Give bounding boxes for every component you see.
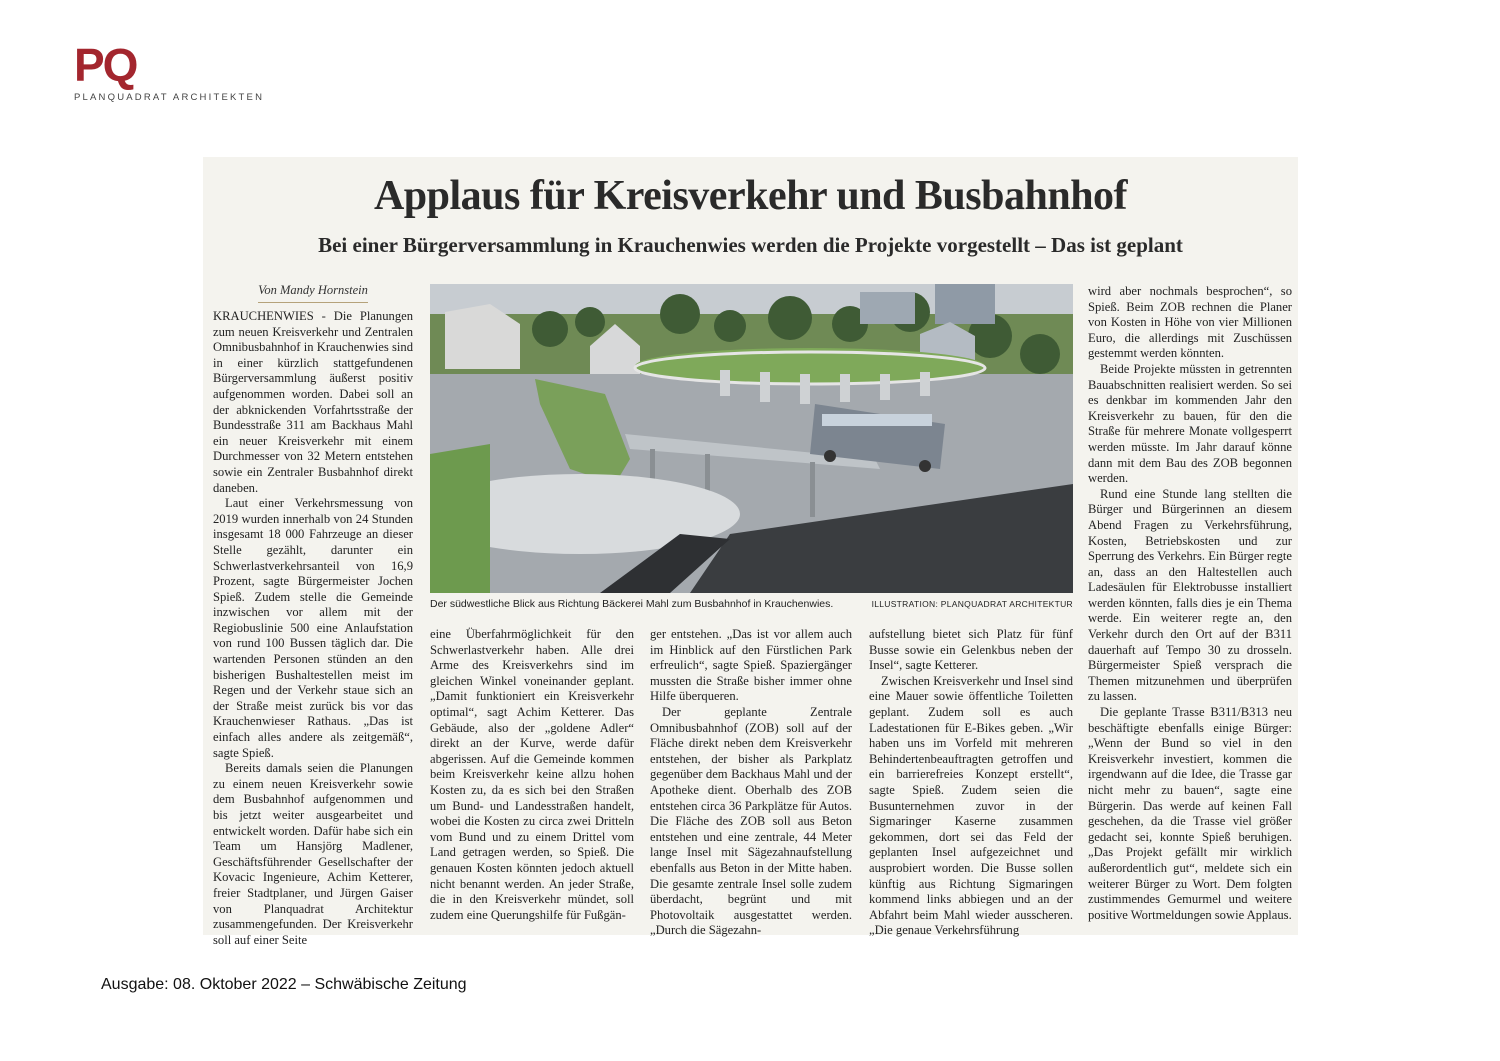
article-paragraph: eine Überfahrmöglichkeit für den Schwerlastverkehr haben. Alle drei Arme des Kreisverkehrs sind im gleichen Winkel voneinander geplant. „Damit funktioniert ein Kreisverkehr optimal“, sagt Achim Ketterer. Das Gebäude, also der „goldene Adler“ direkt an der Kurve, werde dafür abgerissen. Auf die Gemeinde kommen beim Kreisverkehr keine allzu hohen Kosten zu, da es sich bei den Straßen um Bund- und Landesstraßen handelt, wobei die Kosten zu circa zwei Dritteln vom Bund und zu einem Drittel vom Land getragen werden, so Spieß. Die genauen Kosten könnten jedoch aktuell nicht benannt werden. An jeder Straße, die in den Kreisverkehr mündet, soll zudem eine Querungshilfe für Fußgän- (430, 627, 634, 922)
article-paragraph: ger entstehen. „Das ist vor allem auch im Hinblick auf den Fürstlichen Park erfreulich“, sagte Spieß. Spaziergänger mussten die Straße bisher immer ohne Hilfe überqueren. (650, 627, 852, 704)
article-paragraph: Zwischen Kreisverkehr und Insel sind eine Mauer sowie öffentliche Toiletten geplant. Zudem soll es auch Ladestationen für E-Bikes geben. „Wir haben uns im Vorfeld mit mehreren Behindertenbeauftragten getroffen und ein barrierefreies Konzept erstellt“, sagte Spieß. Zudem seien die Busunternehmen zuvor in der Sigmaringer Kaserne zusammen gekommen, dort sei das Feld der geplanten Insel aufgezeichnet und ausprobiert worden. Die Busse sollen künftig aus Richtung Sigmaringen kommend links abbiegen und an der Abfahrt beim Mahl wieder ausscheren. „Die genaue Verkehrsführung (869, 673, 1073, 938)
image-caption (430, 598, 1073, 610)
article-paragraph: Beide Projekte müssten in getrennten Bauabschnitten realisiert werden. So sei es denkbar im kommenden Jahr den Kreisverkehr zu bauen, für den die Straße für mehrere Monate vollgesperrt werden müsste. Im Jahr darauf könne dann mit dem Bau des ZOB begonnen werden. (1088, 361, 1292, 486)
newspaper-clipping (203, 157, 1298, 947)
logo-mark: PQ (74, 39, 137, 91)
image-credit: ILLUSTRATION: PLANQUADRAT ARCHITEKTUR (871, 599, 1073, 609)
article-paragraph: Laut einer Verkehrsmessung von 2019 wurden innerhalb von 24 Stunden insgesamt 18 000 Fahrzeuge an dieser Stelle gezählt, darunter ein Schwerlastverkehrsanteil von 16,9 Prozent, sagte Bürgermeister Jochen Spieß. Zudem stelle die Gemeinde inzwischen vor allem mit der Regiobuslinie 500 eine Anlaufstation von rund 100 Bussen täglich dar. Die wartenden Personen stünden an den bisherigen Bushaltestellen meist im Regen und der Verkehr staue sich an der Straße meist zurück bis vor das Krauchenwieser Rathaus. „Das ist einfach alles andere als zeitgemäß“, sagte Spieß. (213, 496, 413, 760)
article-subheadline: Bei einer Bürgerversammlung in Krauchenwies werden die Projekte vorgestellt – Das ist geplant (318, 233, 1183, 257)
logo-subtitle: PLANQUADRAT ARCHITEKTEN (74, 92, 265, 103)
article-column-1 (213, 309, 413, 948)
article-paragraph: Der geplante Zentrale Omnibusbahnhof (ZOB) soll auf der Fläche direkt neben dem Kreisverkehr entstehen, der bisher als Parkplatz gegenüber dem Backhaus Mahl und der Apotheke dient. Oberhalb des ZOB entstehen circa 36 Parkplätze für Autos. Die Fläche des ZOB soll aus Beton entstehen und eine zentrale, 44 Meter lange Insel mit Sägezahnaufstellung ebenfalls aus Beton in der Mitte haben. Die gesamte zentrale Insel solle zudem überdacht, begrünt und mit Photovoltaik ausgestattet werden. „Durch die Sägezahn- (650, 704, 852, 938)
planquadrat-logo (74, 39, 265, 103)
article-paragraph: wird aber nochmals besprochen“, so Spieß. Beim ZOB rechnen die Planer von Kosten in Höhe von vier Millionen Euro, die allerdings mit Zuschüssen gestemmt werden könnten. (1088, 284, 1292, 361)
article-column-5 (1088, 284, 1292, 923)
article-column-3 (650, 627, 852, 939)
edition-footer: Ausgabe: 08. Oktober 2022 – Schwäbische Zeitung (101, 976, 467, 993)
article-column-2 (430, 627, 634, 923)
article-headline: Applaus für Kreisverkehr und Busbahnhof (373, 173, 1128, 219)
byline-divider (258, 302, 368, 303)
article-column-4 (869, 627, 1073, 939)
caption-text: Der südwestliche Blick aus Richtung Bäckerei Mahl zum Busbahnhof in Krauchenwies. (430, 598, 834, 610)
article-paragraph: Rund eine Stunde lang stellten die Bürger und Bürgerinnen an diesem Abend Fragen zu Verkehrsführung, Kosten, Betriebskosten und zur Sperrung des Verkehrs. Ein Bürger regte an, dass an den Haltestellen auch Ladesäulen für Elektrobusse installiert werden könnten, falls dies je ein Thema werde. Ein weiterer regte an, den Verkehr durch den Ort auf der B311 dauerhaft auf Tempo 30 zu drosseln. Bürgermeister Spieß versprach die Themen mitzunehmen und überprüfen zu lassen. (1088, 486, 1292, 704)
article-paragraph: Die geplante Trasse B311/B313 neu beschäftigte ebenfalls einige Bürger: „Wenn der Bund so viel in den Kreisverkehr investiert, kommen die irgendwann auf die Idee, die Trasse gar nicht mehr zu bauen“, sagte eine Bürgerin. Das werde auf keinen Fall geschehen, da die Trasse viel größer gedacht sei, konnte Spieß beruhigen. „Das Projekt gefällt mir wirklich außerordentlich gut“, meldete sich ein weiterer Bürger zu Wort. Dem folgten zustimmendes Gemurmel und weitere positive Wortmeldungen sowie Applaus. (1088, 705, 1292, 922)
article-paragraph: aufstellung bietet sich Platz für fünf Busse sowie ein Gelenkbus neben der Insel“, sagte Ketterer. (869, 627, 1073, 673)
byline: Von Mandy Hornstein (258, 283, 368, 297)
article-paragraph: KRAUCHENWIES - Die Planungen zum neuen Kreisverkehr und Zentralen Omnibusbahnhof in Krauchenwies sind in einer kürzlich stattgefundenen Bürgerversammlung äußerst positiv aufgenommen worden. Dabei soll an der abknickenden Vorfahrtsstraße der Bundesstraße 311 am Backhaus Mahl ein neuer Kreisverkehr mit einem Durchmesser von 32 Metern entstehen sowie ein Zentraler Busbahnhof direkt daneben. (213, 309, 413, 495)
illustration-bus-station (430, 284, 1073, 593)
article-paragraph: Bereits damals seien die Planungen zu einem neuen Kreisverkehr sowie dem Busbahnhof aufgenommen und bis jetzt weiter ausgearbeitet und entwickelt worden. Dafür habe sich ein Team um Hansjörg Madlener, Geschäftsführender Gesellschafter der Kovacic Ingenieure, Achim Ketterer, freier Stadtplaner, und Jürgen Gaiser von Planquadrat Architektur zusammengefunden. Der Kreisverkehr soll auf einer Seite (213, 761, 413, 947)
